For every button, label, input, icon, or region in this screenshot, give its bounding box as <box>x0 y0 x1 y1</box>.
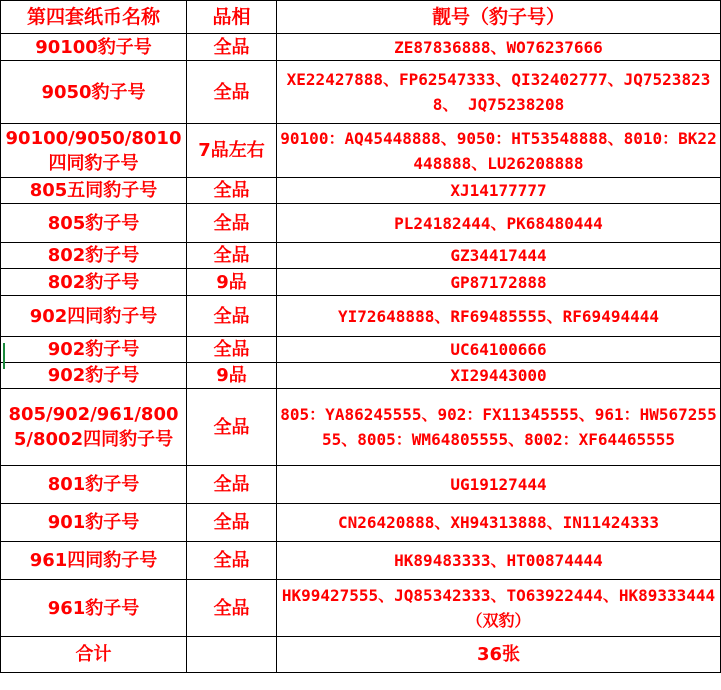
header-numbers-cell[interactable] <box>277 1 721 34</box>
grade-cell[interactable]: 全品 <box>187 61 277 124</box>
grade-cell[interactable]: 全品 <box>187 178 277 204</box>
total-count-cell[interactable]: 36张 <box>277 637 721 673</box>
serial-numbers-cell[interactable]: 805：YA86245555、902：FX11345555、961：HW56725555、8005：WM64805555、8002：XF64465555 <box>277 389 721 466</box>
table-row <box>1 61 721 124</box>
table-row <box>1 243 721 269</box>
table-row <box>1 204 721 243</box>
grade-cell[interactable]: 全品 <box>187 466 277 504</box>
banknote-name-cell[interactable]: 802豹子号 <box>1 243 187 269</box>
serial-numbers-cell[interactable]: GP87172888 <box>277 269 721 296</box>
total-label-cell[interactable]: 合计 <box>1 637 187 673</box>
header-numbers-label: 靓号（豹子号） <box>431 5 565 28</box>
selection-marker <box>3 343 5 369</box>
table-row <box>1 363 721 389</box>
serial-numbers-cell[interactable]: UC64100666 <box>277 337 721 363</box>
table-row <box>1 389 721 466</box>
serial-numbers-cell[interactable]: XE22427888、FP62547333、QI32402777、JQ75238238、 JQ75238208 <box>277 61 721 124</box>
table-row <box>1 466 721 504</box>
banknote-name-cell[interactable]: 902豹子号 <box>1 337 187 363</box>
table-row <box>1 580 721 637</box>
banknote-name-cell[interactable]: 90100/9050/8010四同豹子号 <box>1 124 187 178</box>
serial-numbers-cell[interactable]: UG19127444 <box>277 466 721 504</box>
table-row <box>1 178 721 204</box>
header-row <box>1 1 721 34</box>
serial-numbers-cell[interactable]: XI29443000 <box>277 363 721 389</box>
banknote-name-cell[interactable]: 805五同豹子号 <box>1 178 187 204</box>
grade-cell[interactable]: 全品 <box>187 243 277 269</box>
grade-cell[interactable]: 全品 <box>187 389 277 466</box>
banknote-name-cell[interactable]: 961豹子号 <box>1 580 187 637</box>
grade-cell[interactable]: 全品 <box>187 504 277 542</box>
serial-numbers-cell[interactable]: GZ34417444 <box>277 243 721 269</box>
total-row <box>1 637 721 673</box>
serial-numbers-cell[interactable]: HK89483333、HT00874444 <box>277 542 721 580</box>
serial-numbers-cell[interactable]: ZE87836888、WO76237666 <box>277 34 721 61</box>
serial-numbers-cell[interactable]: 90100：AQ45448888、9050：HT53548888、8010：BK22448888、LU26208888 <box>277 124 721 178</box>
table-row <box>1 337 721 363</box>
grade-cell[interactable]: 全品 <box>187 542 277 580</box>
table-row <box>1 542 721 580</box>
banknote-name-cell[interactable]: 802豹子号 <box>1 269 187 296</box>
banknote-name-cell[interactable]: 961四同豹子号 <box>1 542 187 580</box>
banknote-name-cell[interactable]: 90100豹子号 <box>1 34 187 61</box>
grade-cell[interactable]: 9品 <box>187 269 277 296</box>
serial-numbers-cell[interactable]: HK99427555、JQ85342333、TO63922444、HK89333444（双豹） <box>277 580 721 637</box>
table-row <box>1 34 721 61</box>
banknote-name-cell[interactable]: 805豹子号 <box>1 204 187 243</box>
grade-cell[interactable]: 全品 <box>187 580 277 637</box>
grade-cell[interactable]: 全品 <box>187 337 277 363</box>
total-grade-cell[interactable] <box>187 637 277 673</box>
grade-cell[interactable]: 全品 <box>187 296 277 337</box>
banknote-name-cell[interactable]: 901豹子号 <box>1 504 187 542</box>
grade-cell[interactable]: 9品 <box>187 363 277 389</box>
table-row <box>1 124 721 178</box>
grade-cell[interactable]: 7品左右 <box>187 124 277 178</box>
banknote-name-cell[interactable]: 902四同豹子号 <box>1 296 187 337</box>
header-grade-cell[interactable]: 品相 <box>187 1 277 34</box>
header-name-cell[interactable]: 第四套纸币名称 <box>1 1 187 34</box>
banknote-name-cell[interactable]: 902豹子号 <box>1 363 187 389</box>
table-body <box>1 1 721 673</box>
table-row <box>1 269 721 296</box>
serial-numbers-cell[interactable]: YI72648888、RF69485555、RF69494444 <box>277 296 721 337</box>
grade-cell[interactable]: 全品 <box>187 204 277 243</box>
banknote-name-cell[interactable]: 805/902/961/8005/8002四同豹子号 <box>1 389 187 466</box>
table-row <box>1 504 721 542</box>
serial-numbers-cell[interactable]: PL24182444、PK68480444 <box>277 204 721 243</box>
serial-numbers-cell[interactable]: CN26420888、XH94313888、IN11424333 <box>277 504 721 542</box>
table-row <box>1 296 721 337</box>
banknote-name-cell[interactable]: 801豹子号 <box>1 466 187 504</box>
serial-numbers-cell[interactable]: XJ14177777 <box>277 178 721 204</box>
banknote-name-cell[interactable]: 9050豹子号 <box>1 61 187 124</box>
grade-cell[interactable]: 全品 <box>187 34 277 61</box>
